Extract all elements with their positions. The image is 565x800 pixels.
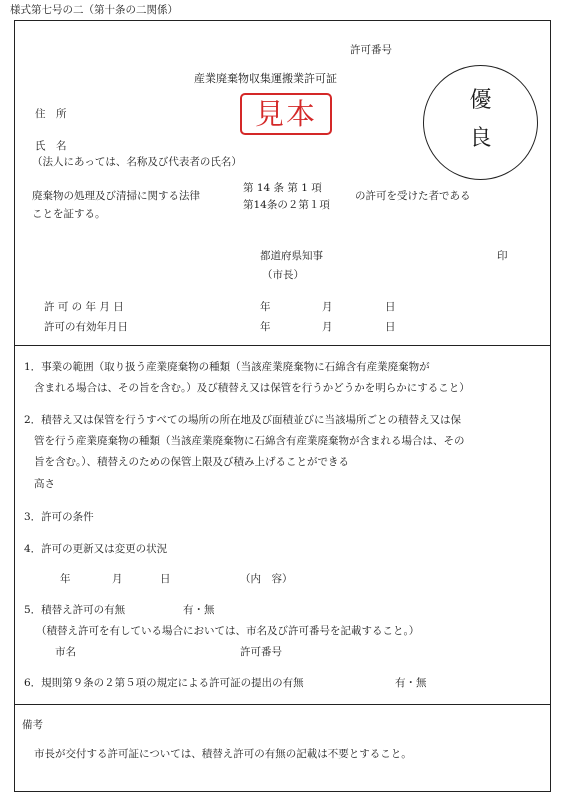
remarks-text: 市長が交付する許可証については、積替え許可の有無の記載は不要とすること。 — [34, 748, 412, 760]
seal-char-top: 優 — [469, 88, 492, 113]
section3-label: 3．許可の条件 — [24, 511, 94, 523]
section6-label: 6．規則第９条の２第５項の規定による許可証の提出の有無 — [24, 677, 304, 689]
remarks-label: 備考 — [22, 719, 43, 731]
section6-choice: 有・無 — [395, 677, 427, 689]
section5-label: 5．積替え許可の有無 — [24, 604, 126, 616]
corporate-note: （法人にあっては、名称及び代表者の氏名） — [32, 156, 242, 168]
valid-date-month: 月 — [322, 321, 333, 333]
seal-char-bottom: 良 — [469, 126, 492, 151]
section5-number-label: 許可番号 — [240, 646, 282, 658]
permit-number-label: 許可番号 — [350, 44, 392, 56]
section4-content-label: （内 容） — [240, 573, 293, 585]
permit-date-year: 年 — [260, 301, 271, 313]
article-14-1: 第 14 条 第 1 項 — [243, 182, 322, 194]
certify-line2: ことを証する。 — [32, 208, 106, 220]
mayor-label: （市長） — [262, 269, 304, 281]
certificate-title: 産業廃棄物収集運搬業許可証 — [194, 72, 337, 85]
section-divider-top — [14, 345, 551, 346]
section4-year: 年 — [60, 573, 71, 585]
section4-day: 日 — [160, 573, 171, 585]
section2-line3: 旨を含む。）、積替えのための保管上限及び積み上げることができる — [34, 456, 349, 468]
section-divider-remarks — [14, 704, 551, 705]
law-text: 廃棄物の処理及び清掃に関する法律 — [32, 190, 200, 202]
valid-date-label: 許可の有効年月日 — [44, 321, 128, 333]
section5-note: （積替え許可を有している場合においては、市名及び許可番号を記載すること。） — [36, 625, 420, 637]
section5-city-label: 市名 — [55, 646, 76, 658]
section4-label: 4．許可の更新又は変更の状況 — [24, 543, 168, 555]
section2-line1: 2．積替え又は保管を行うすべての場所の所在地及び面積並びに当該場所ごとの積替え又は保 — [24, 414, 461, 426]
section1-line1: 1．事業の範囲（取り扱う産業廃棄物の種類（当該産業廃棄物に石綿含有産業廃棄物が — [24, 361, 430, 373]
excellence-seal — [423, 65, 538, 180]
section5-choice: 有・無 — [183, 604, 215, 616]
section4-month: 月 — [112, 573, 123, 585]
name-label: 氏 名 — [35, 140, 67, 152]
section2-line4: 高さ — [34, 478, 55, 490]
section1-line2: 含まれる場合は、その旨を含む。）及び積替え又は保管を行うかどうかを明らかにすること） — [34, 382, 470, 394]
section2-line2: 管を行う産業廃棄物の種類（当該産業廃棄物に石綿含有産業廃棄物が含まれる場合は、その — [34, 435, 465, 447]
article-14-2-1: 第14条の２第１項 — [243, 199, 330, 211]
permit-date-day: 日 — [385, 301, 396, 313]
sample-stamp — [240, 93, 332, 135]
governor-label: 都道府県知事 — [260, 250, 323, 262]
permit-date-month: 月 — [322, 301, 333, 313]
seal-mark: 印 — [497, 250, 508, 262]
certify-suffix: の許可を受けた者である — [355, 190, 471, 202]
address-label: 住 所 — [35, 108, 67, 120]
valid-date-year: 年 — [260, 321, 271, 333]
sample-stamp-text: 見本 — [254, 96, 317, 131]
valid-date-day: 日 — [385, 321, 396, 333]
form-header: 様式第七号の二（第十条の二関係） — [10, 4, 178, 16]
permit-date-label: 許 可 の 年 月 日 — [44, 301, 124, 313]
